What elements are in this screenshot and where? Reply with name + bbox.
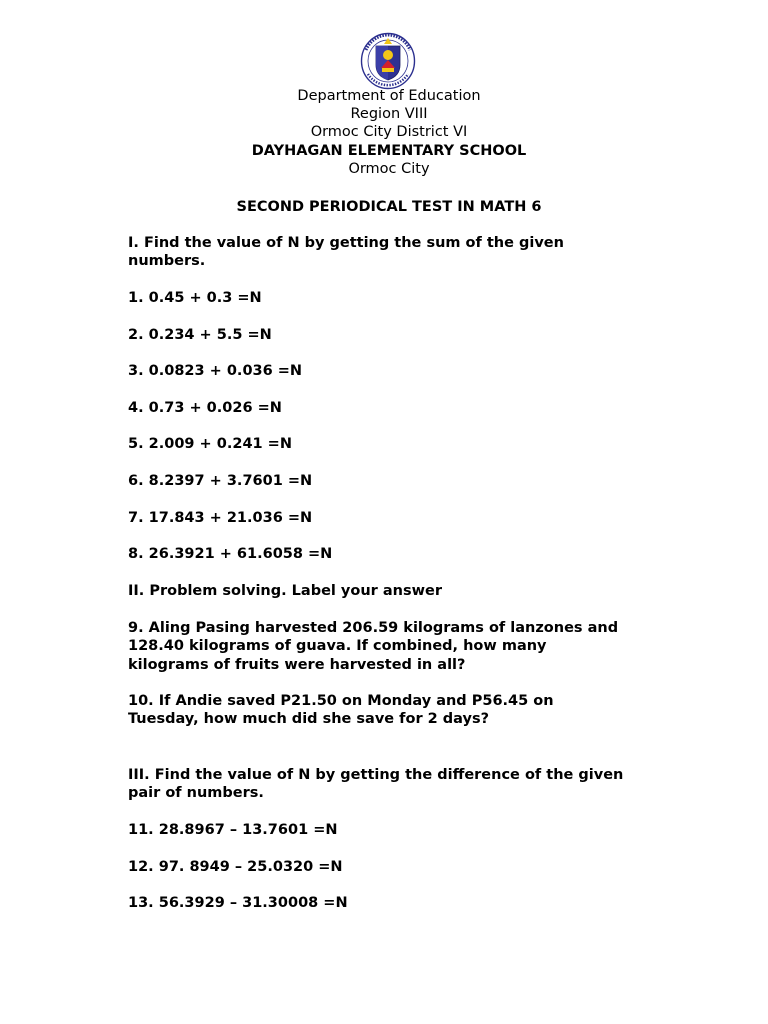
district-name: Ormoc City District VI xyxy=(310,124,468,141)
question-item: 1. 0.45 + 0.3 =N xyxy=(128,290,262,306)
question-item: 4. 0.73 + 0.026 =N xyxy=(128,400,282,416)
question-item: 13. 56.3929 – 31.30008 =N xyxy=(128,895,348,911)
question-item: 3. 0.0823 + 0.036 =N xyxy=(128,363,303,379)
question-item: 11. 28.8967 – 13.7601 =N xyxy=(128,822,338,838)
city-name: Ormoc City xyxy=(348,160,430,177)
letterhead xyxy=(0,87,768,178)
word-problem: 9. Aling Pasing harvested 206.59 kilograms of lanzones and 128.40 kilograms of guava. If combined, how many kilograms of fruits were harvested in all? xyxy=(128,620,619,673)
question-item: 7. 17.843 + 21.036 =N xyxy=(128,510,313,526)
region-name: Region VIII xyxy=(350,106,428,123)
question-item: 6. 8.2397 + 3.7601 =N xyxy=(128,473,313,489)
part2-instruction: II. Problem solving. Label your answer xyxy=(128,583,442,599)
part3-instruction: III. Find the value of N by getting the difference of the given pair of numbers. xyxy=(128,767,624,802)
question-item: 12. 97. 8949 – 25.0320 =N xyxy=(128,859,343,875)
school-name: DAYHAGAN ELEMENTARY SCHOOL xyxy=(251,142,527,159)
test-title: SECOND PERIODICAL TEST IN MATH 6 xyxy=(236,199,542,215)
question-item: 5. 2.009 + 0.241 =N xyxy=(128,436,292,452)
department-name: Department of Education xyxy=(297,88,481,104)
part1-instruction: I. Find the value of N by getting the sum of the given numbers. xyxy=(128,235,564,270)
deped-seal-logo xyxy=(360,32,416,90)
word-problem: 10. If Andie saved P21.50 on Monday and P56.45 on Tuesday, how much did she save for 2 days? xyxy=(128,693,554,728)
question-item: 2. 0.234 + 5.5 =N xyxy=(128,327,272,343)
question-item: 8. 26.3921 + 61.6058 =N xyxy=(128,546,333,562)
